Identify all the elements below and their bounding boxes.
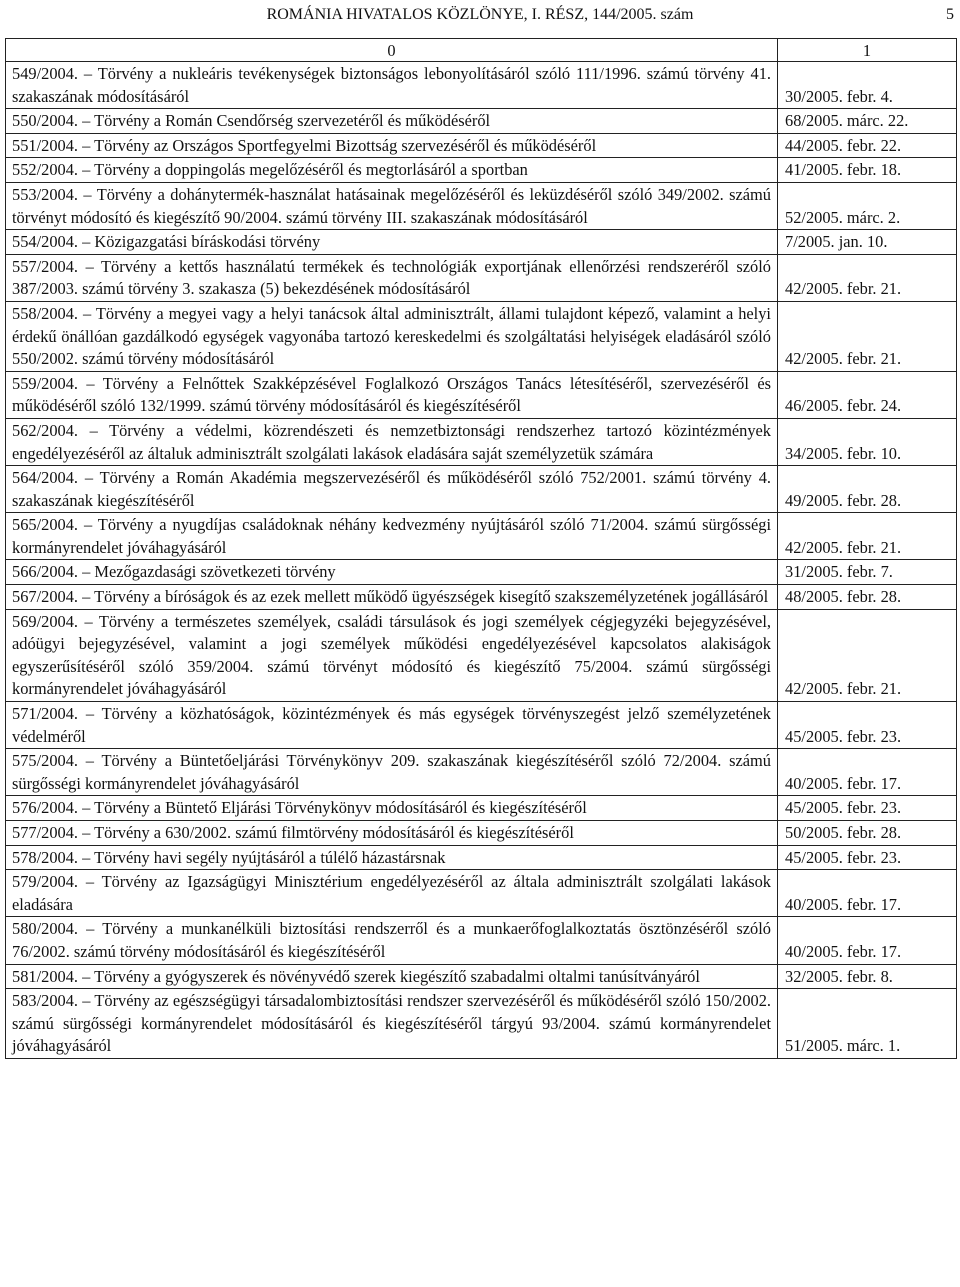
- law-title-cell: 557/2004. – Törvény a kettős használatú termékek és technológiák exportjának ellenőrzési rendszeréről szóló 387/2003. számú törvény 3. szakasza (5) bekezdésének módosításáról: [6, 254, 778, 301]
- publication-date-cell: 50/2005. febr. 28.: [778, 821, 957, 846]
- law-title-cell: 576/2004. – Törvény a Büntető Eljárási Törvénykönyv módosításáról és kiegészítéséről: [6, 796, 778, 821]
- publication-date-cell: 42/2005. febr. 21.: [778, 609, 957, 701]
- table-row: [6, 371, 957, 418]
- law-title-cell: 583/2004. – Törvény az egészségügyi társadalombiztosítási rendszer szervezéséről és működéséről szóló 150/2002. számú sürgősségi kormányrendelet módosításáról és kiegészítéséről tárgyú 93/2004. számú kormányrendelet jóváhagyásáról: [6, 989, 778, 1059]
- law-title-cell: 580/2004. – Törvény a munkanélküli biztosítási rendszerről és a munkaerőfoglalkoztatás ösztönzéséről szóló 76/2002. számú törvény módosításáról és kiegészítéséről: [6, 917, 778, 964]
- publication-date-cell: 49/2005. febr. 28.: [778, 466, 957, 513]
- publication-date-cell: 30/2005. febr. 4.: [778, 62, 957, 109]
- table-row: [6, 964, 957, 989]
- publication-date-cell: 41/2005. febr. 18.: [778, 158, 957, 183]
- table-row: [6, 702, 957, 749]
- table-header-row: [6, 39, 957, 62]
- publication-date-cell: 40/2005. febr. 17.: [778, 917, 957, 964]
- table-row: [6, 609, 957, 701]
- publication-date-cell: 40/2005. febr. 17.: [778, 870, 957, 917]
- publication-date-cell: 7/2005. jan. 10.: [778, 230, 957, 255]
- table-row: [6, 585, 957, 610]
- publication-date-cell: 32/2005. febr. 8.: [778, 964, 957, 989]
- publication-date-cell: 45/2005. febr. 23.: [778, 845, 957, 870]
- publication-date-cell: 34/2005. febr. 10.: [778, 418, 957, 465]
- law-title-cell: 558/2004. – Törvény a megyei vagy a helyi tanácsok által adminisztrált, állami tulajdont képező, valamint a helyi érdekű önállóan gazdálkodó egységek vagyonába tartozó kereskedelmi és szolgáltatási helyiségek eladásáról szóló 550/2002. számú törvény módosításáról: [6, 301, 778, 371]
- law-title-cell: 566/2004. – Mezőgazdasági szövetkezeti törvény: [6, 560, 778, 585]
- table-row: [6, 62, 957, 109]
- column-header-1: 1: [778, 39, 957, 62]
- law-title-cell: 577/2004. – Törvény a 630/2002. számú filmtörvény módosításáról és kiegészítéséről: [6, 821, 778, 846]
- table-row: [6, 917, 957, 964]
- law-title-cell: 559/2004. – Törvény a Felnőttek Szakképzésével Foglalkozó Országos Tanács létesítéséről, szervezéséről és működéséről szóló 132/1999. számú törvény módosításáról és kiegészítéséről: [6, 371, 778, 418]
- running-header: [0, 6, 960, 26]
- table-row: [6, 418, 957, 465]
- table-row: [6, 158, 957, 183]
- publication-date-cell: 68/2005. márc. 22.: [778, 109, 957, 134]
- law-title-cell: 552/2004. – Törvény a doppingolás megelőzéséről és megtorlásáról a sportban: [6, 158, 778, 183]
- law-title-cell: 550/2004. – Törvény a Román Csendőrség szervezetéről és működéséről: [6, 109, 778, 134]
- table-row: [6, 821, 957, 846]
- law-title-cell: 553/2004. – Törvény a dohánytermék-használat hatásainak megelőzéséről és leküzdéséről szóló 349/2002. számú törvényt módosító és kiegészítő 90/2004. számú törvény III. szakaszának módosításáról: [6, 182, 778, 229]
- table-row: [6, 796, 957, 821]
- law-title-cell: 581/2004. – Törvény a gyógyszerek és növényvédő szerek kiegészítő szabadalmi oltalmi tanúsítványáról: [6, 964, 778, 989]
- publication-date-cell: 42/2005. febr. 21.: [778, 254, 957, 301]
- table-row: [6, 230, 957, 255]
- publication-date-cell: 48/2005. febr. 28.: [778, 585, 957, 610]
- law-title-cell: 575/2004. – Törvény a Büntetőeljárási Törvénykönyv 209. szakaszának kiegészítéséről szóló 72/2004. számú sürgősségi kormányrendelet jóváhagyásáról: [6, 749, 778, 796]
- publication-date-cell: 45/2005. febr. 23.: [778, 702, 957, 749]
- publication-title: ROMÁNIA HIVATALOS KÖZLÖNYE, I. RÉSZ, 144/2005. szám: [266, 6, 694, 23]
- table-row: [6, 109, 957, 134]
- table-row: [6, 133, 957, 158]
- table-row: [6, 845, 957, 870]
- law-title-cell: 565/2004. – Törvény a nyugdíjas családoknak néhány kedvezmény nyújtásáról szóló 71/2004. számú sürgősségi kormányrendelet jóváhagyásáról: [6, 513, 778, 560]
- table-row: [6, 989, 957, 1059]
- law-title-cell: 564/2004. – Törvény a Román Akadémia megszervezéséről és működéséről szóló 752/2001. számú törvény 4. szakaszának kiegészítéséről: [6, 466, 778, 513]
- publication-date-cell: 40/2005. febr. 17.: [778, 749, 957, 796]
- publication-date-cell: 31/2005. febr. 7.: [778, 560, 957, 585]
- table-row: [6, 466, 957, 513]
- publication-date-cell: 51/2005. márc. 1.: [778, 989, 957, 1059]
- publication-date-cell: 45/2005. febr. 23.: [778, 796, 957, 821]
- table-row: [6, 749, 957, 796]
- law-title-cell: 562/2004. – Törvény a védelmi, közrendészeti és nemzetbiztonsági rendszerhez tartozó közintézmények engedélyezéséről az általuk adminisztrált szolgálati lakások eladására saját személyzetük számára: [6, 418, 778, 465]
- table-row: [6, 182, 957, 229]
- law-title-cell: 554/2004. – Közigazgatási bíráskodási törvény: [6, 230, 778, 255]
- publication-date-cell: 42/2005. febr. 21.: [778, 513, 957, 560]
- table-row: [6, 513, 957, 560]
- law-title-cell: 549/2004. – Törvény a nukleáris tevékenységek biztonságos lebonyolításáról szóló 111/1996. számú törvény 41. szakaszának módosításáról: [6, 62, 778, 109]
- publication-date-cell: 42/2005. febr. 21.: [778, 301, 957, 371]
- laws-table: [5, 38, 957, 1059]
- publication-date-cell: 46/2005. febr. 24.: [778, 371, 957, 418]
- column-header-0: 0: [6, 39, 778, 62]
- table-row: [6, 301, 957, 371]
- law-title-cell: 571/2004. – Törvény a közhatóságok, közintézmények és más egységek törvényszegést jelző személyzetének védelméről: [6, 702, 778, 749]
- law-title-cell: 569/2004. – Törvény a természetes személyek, családi társulások és jogi személyek cégjegyzéki bejegyzésével, adóügyi bejegyzésével, valamint a jogi személyek működési engedélyezésével kapcsolatos alakiságok egyszerűsítéséről szóló 359/2004. számú törvényt módosító és kiegészítő 75/2004. számú sürgősségi kormányrendelet jóváhagyásáról: [6, 609, 778, 701]
- table-row: [6, 254, 957, 301]
- law-title-cell: 579/2004. – Törvény az Igazságügyi Minisztérium engedélyezéséről az általa adminisztrált szolgálati lakások eladására: [6, 870, 778, 917]
- law-title-cell: 578/2004. – Törvény havi segély nyújtásáról a túlélő házastársnak: [6, 845, 778, 870]
- publication-date-cell: 44/2005. febr. 22.: [778, 133, 957, 158]
- page-number: 5: [946, 6, 954, 23]
- law-title-cell: 551/2004. – Törvény az Országos Sportfegyelmi Bizottság szervezéséről és működéséről: [6, 133, 778, 158]
- law-title-cell: 567/2004. – Törvény a bíróságok és az ezek mellett működő ügyészségek kisegítő szakszemélyzetének jogállásáról: [6, 585, 778, 610]
- table-row: [6, 560, 957, 585]
- publication-date-cell: 52/2005. márc. 2.: [778, 182, 957, 229]
- table-row: [6, 870, 957, 917]
